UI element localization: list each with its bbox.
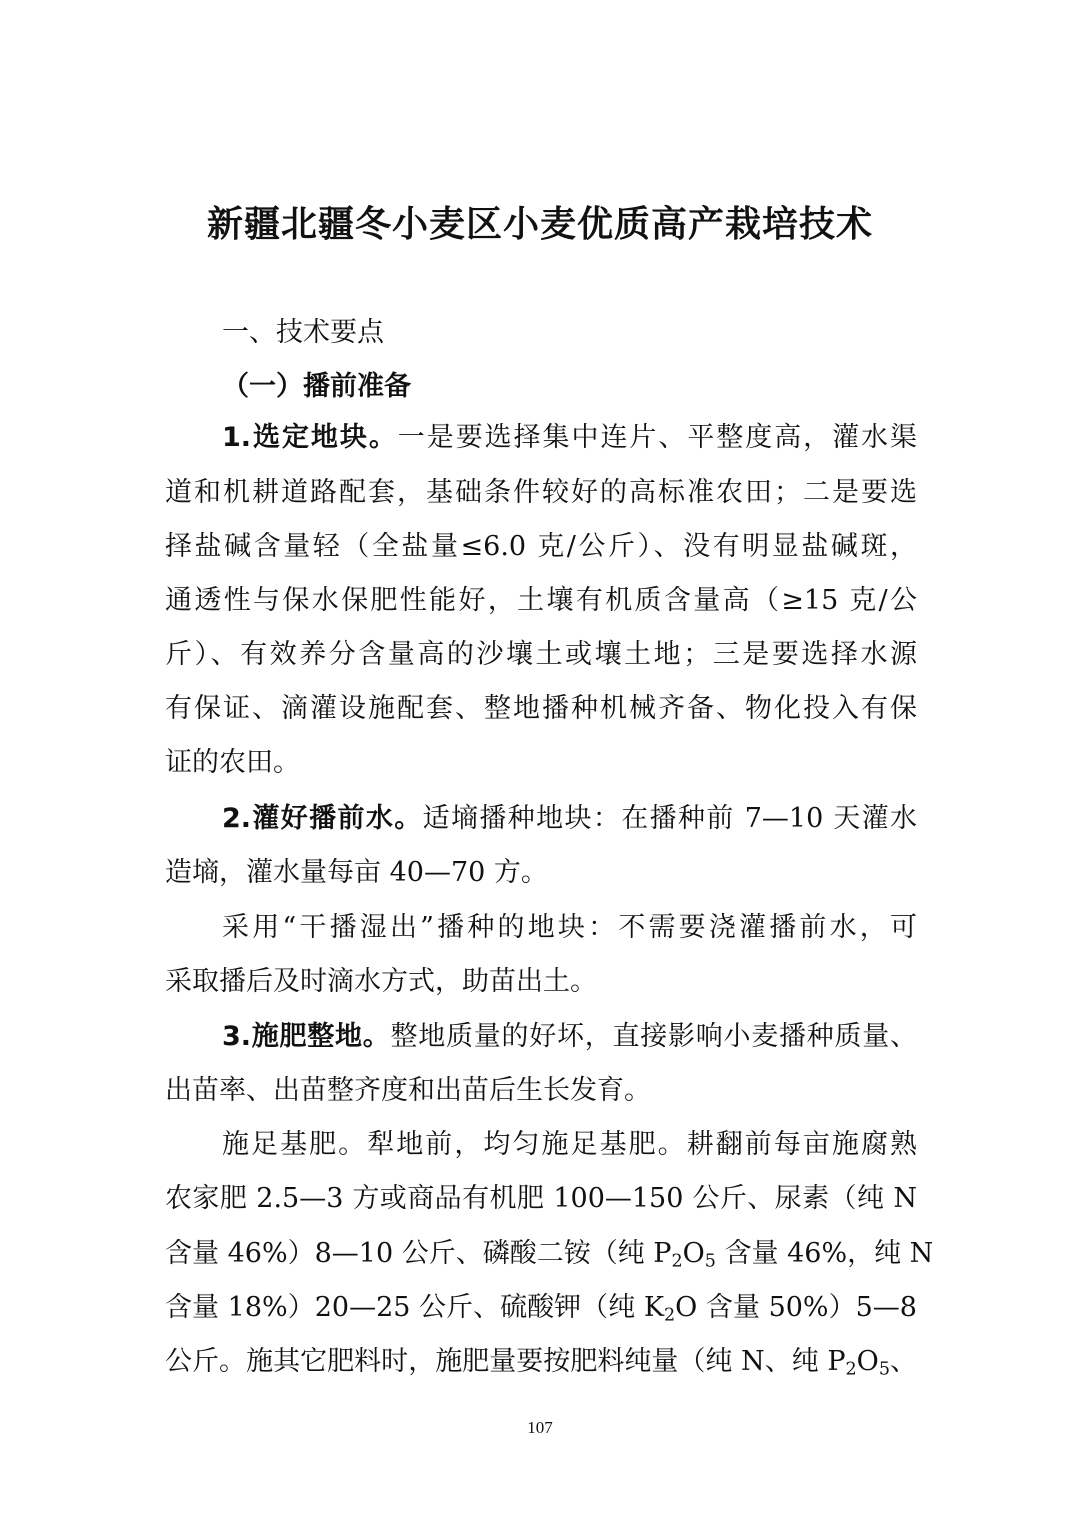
paragraph-line: 1.选定地块。一是要选择集中连片、平整度高，灌水渠: [222, 422, 918, 453]
paragraph-line: 斤）、有效养分含量高的沙壤土或壤土地；三是要选择水源: [165, 639, 917, 670]
paragraph-line: 通透性与保水保肥性能好，土壤有机质含量高（≥15 克/公: [165, 585, 917, 616]
paragraph-line: 公斤。施其它肥料时，施肥量要按肥料纯量（纯 N、纯 $P_2O_5$、: [165, 1346, 917, 1380]
paragraph-line: 证的农田。: [165, 747, 300, 778]
paragraph-line: 择盐碱含量轻（全盐量≤6.0 克/公斤）、没有明显盐碱斑，: [165, 531, 917, 562]
document-title: 新疆北疆冬小麦区小麦优质高产栽培技术: [206, 204, 873, 245]
paragraph-line: 采取播后及时滴水方式，助苗出土。: [165, 966, 597, 997]
paragraph-line: 出苗率、出苗整齐度和出苗后生长发育。: [165, 1075, 651, 1106]
section-heading: 一、技术要点: [222, 317, 384, 348]
paragraph-lead: 2.灌好播前水。: [222, 803, 423, 834]
paragraph-line: 3.施肥整地。整地质量的好坏，直接影响小麦播种质量、: [222, 1021, 918, 1052]
paragraph-line: 2.灌好播前水。适墒播种地块：在播种前 7—10 天灌水: [222, 803, 917, 834]
paragraph-line: 农家肥 2.5—3 方或商品有机肥 100—150 公斤、尿素（纯 N: [165, 1183, 917, 1214]
paragraph-line: 造墒，灌水量每亩 40—70 方。: [165, 857, 548, 888]
paragraph-lead: 1.选定地块。: [222, 422, 398, 453]
paragraph-lead: 3.施肥整地。: [222, 1021, 391, 1052]
page-number: 107: [527, 1418, 553, 1437]
paragraph-line: 道和机耕道路配套，基础条件较好的高标准农田；二是要选: [165, 477, 917, 508]
paragraph-line: 采用“干播湿出”播种的地块：不需要浇灌播前水，可: [222, 912, 917, 943]
paragraph-line: 含量 46%）8—10 公斤、磷酸二铵（纯 $P_2O_5$ 含量 46%，纯 N: [165, 1238, 934, 1272]
paragraph-line: 含量 18%）20—25 公斤、硫酸钾（纯 $K_2O$ 含量 50%）5—8: [165, 1292, 917, 1326]
paragraph-line: 有保证、滴灌设施配套、整地播种机械齐备、物化投入有保: [165, 693, 917, 724]
paragraph-line: 施足基肥。犁地前，均匀施足基肥。耕翻前每亩施腐熟: [222, 1129, 917, 1160]
subsection-heading: （一）播前准备: [222, 371, 411, 402]
